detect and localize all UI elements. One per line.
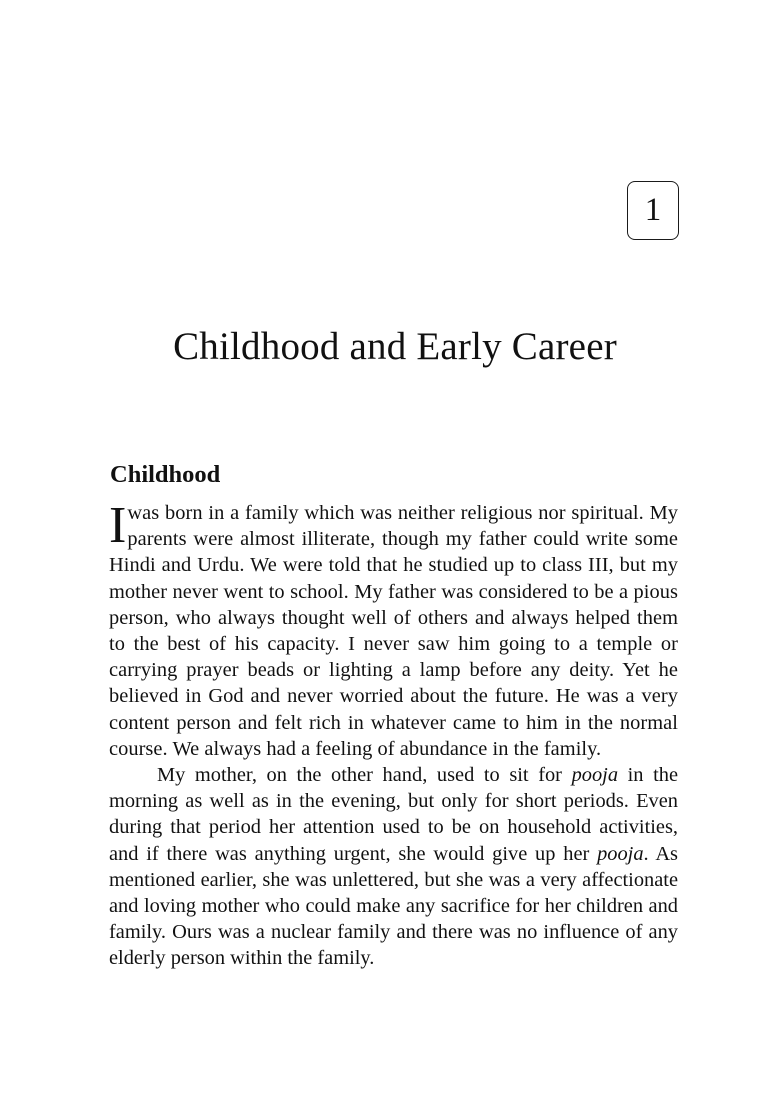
chapter-number: 1 — [644, 192, 662, 228]
chapter-number-box — [627, 181, 679, 240]
paragraph-1 — [109, 497, 678, 762]
section-heading: Childhood — [110, 461, 221, 488]
paragraph-2-emphasis-1: pooja — [571, 764, 619, 787]
paragraph-2-segment-3: . As mentioned earlier, she was unlettered, but she was a very affectionate and loving mother who could make any sacrifice for her children and family. Ours was a nuclear family and there was no influence of any elderly person within the family. — [109, 842, 678, 970]
chapter-title: Childhood and Early Career — [173, 325, 617, 368]
paragraph-2 — [109, 762, 678, 972]
paragraph-2-segment-2: in the morning as well as in the evening, but only for short periods. Even during that period her attention used to be on household activities, and if there was anything urgent, she would give up her — [109, 764, 679, 865]
paragraph-2-segment-1: My mother, on the other hand, used to sit for — [157, 764, 572, 787]
paragraph-2-emphasis-2: pooja — [597, 842, 644, 865]
drop-cap: I — [109, 497, 127, 554]
paragraph-1-text: was born in a family which was neither religious nor spiritual. My parents were almost illiterate, though my father could write some Hindi and Urdu. We were told that he studied up to class III, but my mother never went to school. My father was considered to be a pious person, who always thought well of others and always helped them to the best of his capacity. I never saw him going to a temple or carrying prayer beads or lighting a lamp before any deity. Yet he believed in God and never worried about the future. He was a very content person and felt rich in whatever came to him in the normal course. We always had a feeling of abundance in the family. — [109, 502, 678, 760]
body-text — [109, 497, 679, 972]
